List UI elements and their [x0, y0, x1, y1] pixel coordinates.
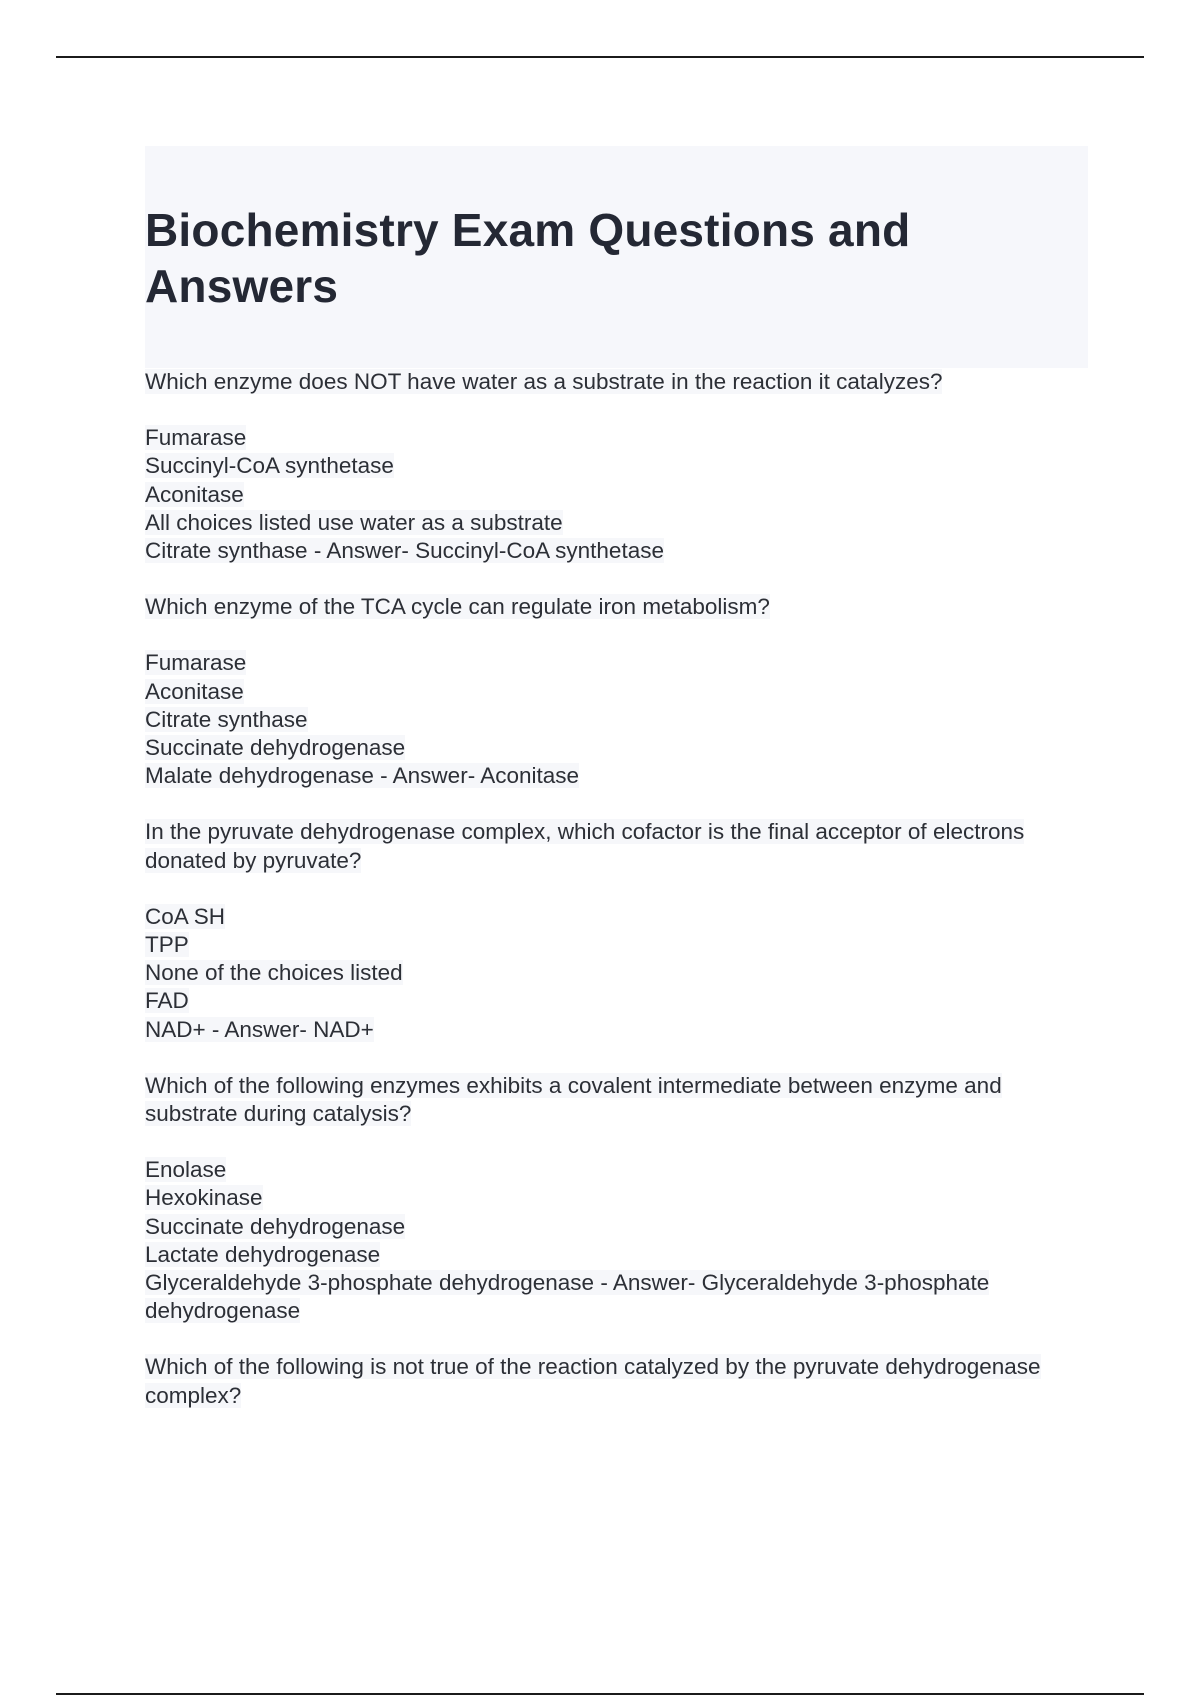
answer-option: Aconitase	[145, 481, 244, 507]
answer-option: Hexokinase	[145, 1185, 263, 1211]
question-3	[145, 818, 1085, 1043]
answer-option: Fumarase	[145, 425, 247, 451]
question-prompt: Which enzyme of the TCA cycle can regulate iron metabolism?	[145, 594, 770, 620]
answer-option-with-answer: Citrate synthase - Answer- Succinyl-CoA synthetase	[145, 538, 664, 564]
question-4	[145, 1072, 1085, 1326]
bottom-rule	[56, 1693, 1144, 1695]
answer-option: Citrate synthase	[145, 706, 308, 732]
answer-option: None of the choices listed	[145, 960, 403, 986]
top-rule	[56, 56, 1144, 58]
question-list	[145, 368, 1085, 1438]
answer-option: Lactate dehydrogenase	[145, 1241, 381, 1267]
question-prompt: Which of the following enzymes exhibits a covalent intermediate between enzyme and substrate during catalysis?	[145, 1072, 1002, 1127]
question-prompt: Which enzyme does NOT have water as a substrate in the reaction it catalyzes?	[145, 369, 943, 394]
question-2	[145, 593, 1085, 790]
question-prompt: Which of the following is not true of the reaction catalyzed by the pyruvate dehydrogenase complex?	[145, 1354, 1041, 1408]
answer-option: Fumarase	[145, 650, 247, 676]
answer-option: All choices listed use water as a substrate	[145, 509, 563, 535]
answer-option: Succinate dehydrogenase	[145, 735, 406, 761]
question-5	[145, 1353, 1085, 1409]
question-1	[145, 368, 1085, 565]
answer-option: TPP	[145, 932, 189, 958]
answer-option: Enolase	[145, 1157, 227, 1183]
answer-option-with-answer: NAD+ - Answer- NAD+	[145, 1016, 374, 1042]
answer-option: CoA SH	[145, 903, 226, 929]
answer-option-with-answer: Glyceraldehyde 3-phosphate dehydrogenase - Answer- Glyceraldehyde 3-phosphate dehydrogenase	[145, 1270, 990, 1324]
question-prompt: In the pyruvate dehydrogenase complex, which cofactor is the final acceptor of electrons donated by pyruvate?	[145, 819, 1025, 873]
answer-option: Aconitase	[145, 678, 244, 704]
answer-option: Succinyl-CoA synthetase	[145, 453, 394, 479]
answer-option: FAD	[145, 988, 189, 1014]
answer-option-with-answer: Malate dehydrogenase - Answer- Aconitase	[145, 763, 580, 789]
answer-option: Succinate dehydrogenase	[145, 1213, 406, 1239]
document-title: Biochemistry Exam Questions and Answers	[145, 204, 911, 312]
